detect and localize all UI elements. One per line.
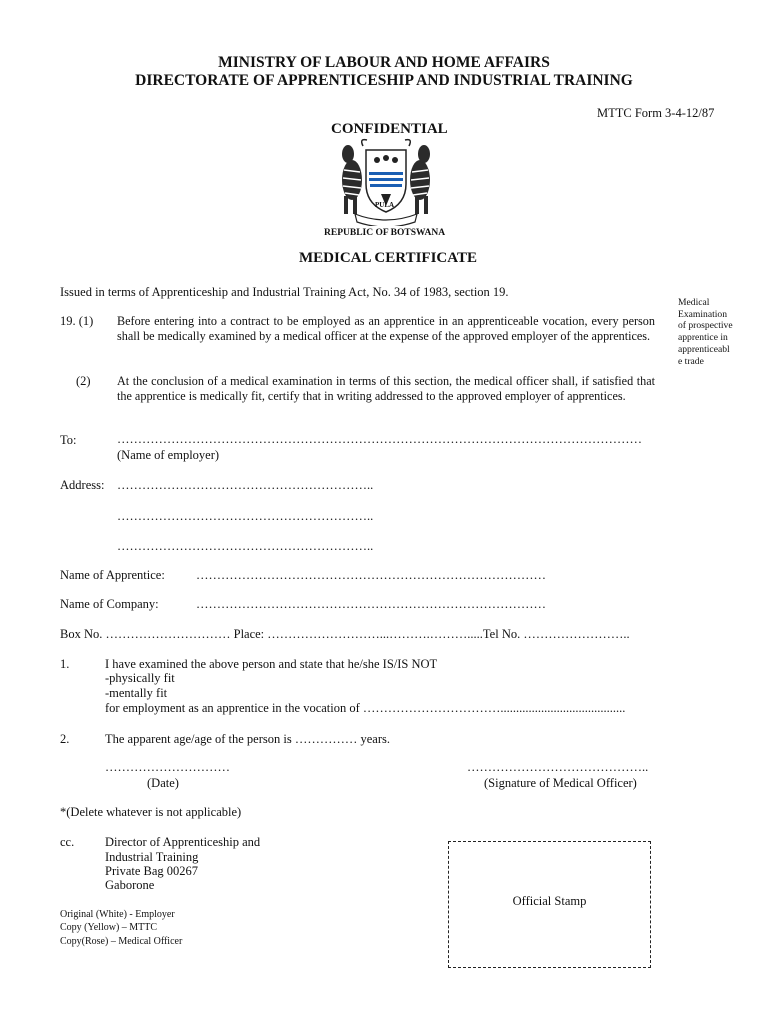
copy-yellow: Copy (Yellow) – MTTC [60,922,158,933]
copy-rose: Copy(Rose) – Medical Officer [60,936,183,947]
apprentice-field[interactable]: ………………………………………………………………………… [196,568,546,582]
apprentice-label: Name of Apprentice: [60,568,165,582]
item-1-line-4[interactable]: for employment as an apprentice in the vocation of ……………………………........................................ [105,701,626,715]
signature-field[interactable]: …………………………………….. [467,760,649,774]
item-2-number: 2. [60,732,70,746]
to-field[interactable]: ……………………………………………………………………………………………………………… [117,432,642,446]
address-field-2[interactable]: …………………………………………………….. [117,509,374,523]
item-2-line[interactable]: The apparent age/age of the person is …………… years. [105,732,390,746]
date-label: (Date) [147,776,179,790]
address-field-1[interactable]: …………………………………………………….. [117,478,374,492]
official-stamp-box [448,841,651,968]
address-label: Address: [60,478,105,492]
item-1-number: 1. [60,657,70,671]
section-2-text: At the conclusion of a medical examination in terms of this section, the medical officer shall, if satisfied that the apprentice is medically fit, certify that in writing addressed to the approved employer of apprentices. [117,374,655,403]
item-1-line-1: I have examined the above person and state that he/she IS/IS NOT [105,657,438,671]
section-2-number: (2) [76,374,91,388]
date-field[interactable]: ………………………… [105,760,230,774]
box-place-tel-line[interactable]: Box No. ………………………… Place: ………………………...……….……….....Tel No. …………………….. [60,627,630,641]
item-1-line-3: -mentally fit [105,686,168,700]
republic-label: REPUBLIC OF BOTSWANA [324,228,446,238]
cc-line-1: Director of Apprenticeship and [105,835,261,849]
copy-original: Original (White) - Employer [60,909,175,920]
cc-line-2: Industrial Training [105,850,199,864]
to-label: To: [60,433,77,447]
directorate-heading: DIRECTORATE OF APPRENTICESHIP AND INDUSTRIAL TRAINING [135,72,633,89]
intro-text: Issued in terms of Apprenticeship and Industrial Training Act, No. 34 of 1983, section 19. [60,285,509,299]
certificate-title: MEDICAL CERTIFICATE [299,250,477,266]
to-hint: (Name of employer) [117,448,220,462]
form-code: MTTC Form 3-4-12/87 [597,106,715,120]
company-field[interactable]: ………………………………………………………………………… [196,597,546,611]
margin-note: Medical Examination of prospective apprentice in apprenticeabl e trade [678,297,733,367]
official-stamp-label: Official Stamp [512,894,587,908]
item-1-line-2: -physically fit [105,671,175,685]
confidential-label: CONFIDENTIAL [331,121,448,137]
cc-label: cc. [60,835,75,849]
section-1-text: Before entering into a contract to be employed as an apprentice in an apprenticeable vocation, every person shall be medically examined by a medical officer at the expense of the approved employer of the apprentices. [117,314,655,343]
coat-of-arms-icon [333,136,439,231]
delete-note: *(Delete whatever is not applicable) [60,805,242,819]
crest-motto: PULA [375,201,395,209]
signature-label: (Signature of Medical Officer) [484,776,637,790]
ministry-heading: MINISTRY OF LABOUR AND HOME AFFAIRS [218,54,550,71]
cc-line-4: Gaborone [105,878,155,892]
section-1-number: 19. (1) [60,314,94,328]
company-label: Name of Company: [60,597,159,611]
cc-line-3: Private Bag 00267 [105,864,199,878]
address-field-3[interactable]: …………………………………………………….. [117,539,374,553]
